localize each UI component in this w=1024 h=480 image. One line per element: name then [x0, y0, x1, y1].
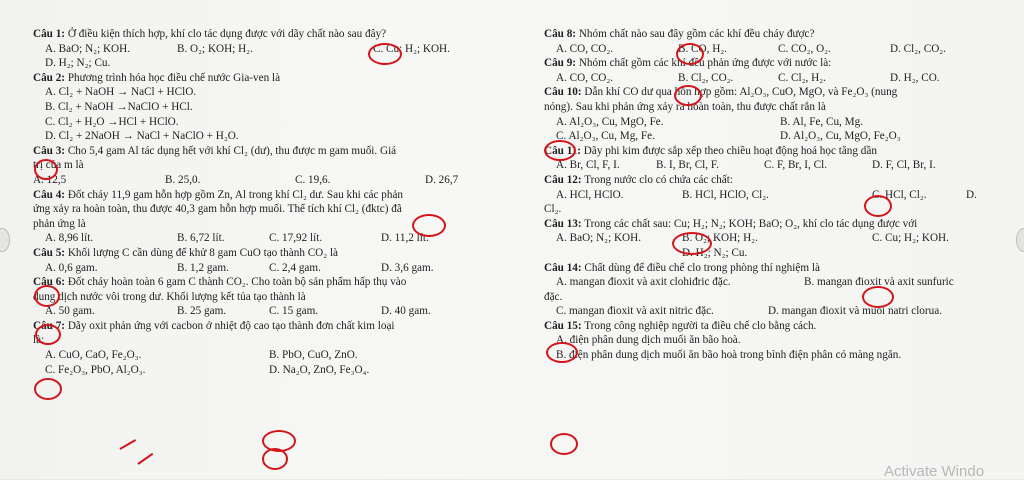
option-c: C. Fe₂O₃, PbO, Al₂O₃.	[45, 363, 146, 376]
question-2-option-a: A. Cl₂ + NaOH → NaCl + HClO.	[45, 86, 197, 99]
question-13: Câu 13: Trong các chất sau: Cu; H₂; N₂; KOH; BaO; O₂, khí clo tác dụng được với	[544, 217, 918, 230]
right-column	[544, 27, 1009, 363]
question-2-option-d: D. Cl₂ + 2NaOH → NaCl + NaClO + H₂O.	[45, 130, 239, 143]
option-a: A. 8,96 lít.	[45, 232, 94, 245]
option-b: B. 1,2 gam.	[177, 261, 229, 274]
question-8-options	[544, 42, 1009, 57]
option-a: A. Br, Cl, F, I.	[556, 159, 620, 172]
option-d: D. 11,2 lít.	[381, 232, 429, 245]
question-7-cont: là:	[33, 334, 45, 347]
question-4-options	[33, 231, 503, 246]
question-15: Câu 15: Trong công nghiệp người ta điều chế clo bằng cách.	[544, 319, 817, 332]
option-a: A. CO, CO₂.	[556, 42, 614, 55]
windows-activation-watermark: Activate Windo	[884, 463, 985, 480]
answer-circle-q6	[34, 378, 62, 400]
option-b: B. CO, H₂.	[678, 42, 727, 55]
question-7-options-2	[33, 363, 503, 378]
option-a: A. BaO; N₂; KOH.	[556, 232, 642, 245]
option-c: C. Cl₂, H₂.	[778, 71, 826, 84]
question-6: Câu 6: Đốt cháy hoàn toàn 6 gam C thành CO₂. Cho toàn bộ sản phẩm hấp thụ vào	[33, 276, 407, 289]
option-d: D. F, Cl, Br, I.	[872, 159, 936, 172]
option-b: B. Cl₂, CO₂.	[678, 71, 734, 84]
question-6-cont: dung dịch nước vôi trong dư. Khối lượng kết tủa tạo thành là	[33, 290, 306, 303]
question-2-option-c: C. Cl₂ + H₂O →HCl + HClO.	[45, 115, 179, 128]
option-a: A. CO, CO₂.	[556, 71, 614, 84]
question-10-cont: nóng). Sau khi phản ứng xảy ra hoàn toàn, thu được chất rắn là	[544, 100, 826, 113]
question-7: Câu 7: Dãy oxit phản ứng với cacbon ở nhiệt độ cao tạo thành đơn chất kim loại	[33, 319, 395, 332]
question-4-cont: ứng xảy ra hoàn toàn, thu được 40,3 gam hỗn hợp muối. Thể tích khí Cl₂ (đktc) đã	[33, 203, 402, 216]
option-a: A. 12,5	[33, 173, 67, 186]
option-c: C. 17,92 lít.	[269, 232, 323, 245]
option-d: D. 26,7	[425, 173, 459, 186]
question-1-options-2	[33, 56, 503, 71]
question-3: Câu 3: Cho 5,4 gam Al tác dụng hết với khí Cl₂ (dư), thu được m gam muối. Giá	[33, 144, 397, 157]
option-a: A. 50 gam.	[45, 305, 95, 318]
option-b: B. 25 gam.	[177, 305, 227, 318]
option-b: B. mangan đioxit và axit sunfuric	[804, 276, 954, 289]
option-a: A. CuO, CaO, Fe₂O₃.	[45, 349, 142, 362]
question-14: Câu 14: Chất dùng để điều chế clo trong phòng thí nghiệm là	[544, 261, 820, 274]
option-b: B. 25,0.	[165, 173, 201, 186]
option-c: C. mangan đioxit và axit nitric đặc.	[556, 305, 714, 318]
option-a: A. mangan đioxit và axit clohiđric đặc.	[556, 276, 731, 289]
option-a: A. BaO; N₂; KOH.	[45, 42, 131, 55]
question-13-options-2	[544, 246, 1009, 261]
left-column	[33, 27, 503, 377]
question-10-options	[544, 115, 1009, 130]
question-14-cont: đặc.	[544, 290, 563, 303]
question-11-options	[544, 158, 1009, 173]
question-10: Câu 10: Dẫn khí CO dư qua hỗn hợp gồm: Al₂O₃, CuO, MgO, và Fe₂O₃ (nung	[544, 86, 898, 99]
option-d: D. H₂; N₂; Cu.	[45, 57, 111, 70]
option-d: D. H₂; N₂; Cu.	[682, 246, 748, 259]
question-7-options	[33, 348, 503, 363]
option-a: A. 0,6 gam.	[45, 261, 98, 274]
option-d: D. H₂, CO.	[890, 71, 940, 84]
option-b: B. I, Br, Cl, F.	[656, 159, 719, 172]
option-d: D. 3,6 gam.	[381, 261, 434, 274]
question-2-option-b: B. Cl₂ + NaOH →NaClO + HCl.	[45, 100, 193, 113]
question-4: Câu 4: Đốt cháy 11,9 gam hỗn hợp gồm Zn, Al trong khí Cl₂ dư. Sau khi các phản	[33, 188, 404, 201]
option-c: C. Cu; H₂; KOH.	[872, 232, 949, 245]
option-d: D.	[966, 188, 977, 201]
question-13-options	[544, 231, 1009, 246]
option-c: C. CO₂, O₂.	[778, 42, 831, 55]
option-a: A. HCl, HClO.	[556, 188, 624, 201]
answer-circle-q7	[262, 430, 296, 452]
option-b: B. HCl, HClO, Cl₂.	[682, 188, 769, 201]
question-3-cont: trị của m là	[33, 159, 84, 172]
question-1: Câu 1: Ở điều kiện thích hợp, khí clo tác dụng được với dãy chất nào sau đây?	[33, 28, 387, 40]
question-5-options	[33, 261, 503, 276]
option-a: A. Al₂O₃, Cu, MgO, Fe.	[556, 115, 664, 128]
option-b: B. O₂; KOH; H₂.	[177, 42, 253, 55]
option-d: D. Al₂O₃, Cu, MgO, Fe₂O₃	[780, 130, 901, 143]
option-b: B. Al, Fe, Cu, Mg.	[780, 115, 863, 128]
question-3-options	[33, 173, 503, 188]
question-2: Câu 2: Phương trình hóa học điều chế nước Gia-ven là	[33, 71, 281, 84]
question-6-options	[33, 304, 503, 319]
question-15-option-b: B. điện phân dung dịch muối ăn bão hoà trong bình điện phân có màng ngăn.	[556, 349, 902, 362]
question-14-options	[544, 275, 1009, 290]
question-12: Câu 12: Trong nước clo có chứa các chất:	[544, 173, 733, 186]
option-b: B. O₂; KOH; H₂.	[682, 232, 758, 245]
question-9-options	[544, 71, 1009, 86]
strike-q7-c	[137, 453, 153, 465]
question-12-options	[544, 188, 1009, 203]
option-c: C. F, Br, I, Cl.	[764, 159, 827, 172]
answer-circle-q15	[550, 433, 578, 455]
question-8: Câu 8: Nhóm chất nào sau đây gồm các khí đều cháy được?	[544, 28, 815, 40]
question-15-option-a: A. điện phân dung dịch muối ăn bão hoà.	[556, 334, 741, 347]
option-b: B. 6,72 lít.	[177, 232, 225, 245]
question-9: Câu 9: Nhóm chất gồm các khí đều phản ứng được với nước là:	[544, 57, 832, 70]
option-c: C. 19,6.	[295, 173, 331, 186]
question-11: Câu 11: Dãy phi kim được sắp xếp theo chiều hoạt động hoá học tăng dần	[544, 144, 877, 157]
option-d: D. 40 gam.	[381, 305, 431, 318]
question-10-options-2	[544, 129, 1009, 144]
option-c: C. 2,4 gam.	[269, 261, 321, 274]
option-d: D. Na₂O, ZnO, Fe₃O₄.	[269, 363, 370, 376]
option-b: B. PbO, CuO, ZnO.	[269, 349, 358, 362]
option-c: C. 15 gam.	[269, 305, 319, 318]
question-12-cont: Cl₂.	[544, 203, 562, 216]
option-c: C. HCl, Cl₂.	[872, 188, 927, 201]
question-5: Câu 5: Khối lượng C cần dùng để khử 8 gam CuO tạo thành CO₂ là	[33, 246, 339, 259]
option-d: D. Cl₂, CO₂.	[890, 42, 946, 55]
option-c: C. Cu; H₂; KOH.	[373, 42, 450, 55]
option-c: C. Al₂O₃, Cu, Mg, Fe.	[556, 130, 655, 143]
question-4-cont-2: phản ứng là	[33, 217, 86, 230]
option-d: D. mangan đioxit và muối natri clorua.	[768, 305, 942, 318]
question-14-options-2	[544, 304, 1009, 319]
prev-arrow-icon[interactable]	[0, 228, 10, 252]
next-arrow-icon[interactable]	[1016, 228, 1024, 252]
question-1-options	[33, 42, 503, 57]
strike-q7-a	[120, 439, 137, 450]
answer-circle-q7-d	[262, 448, 288, 470]
